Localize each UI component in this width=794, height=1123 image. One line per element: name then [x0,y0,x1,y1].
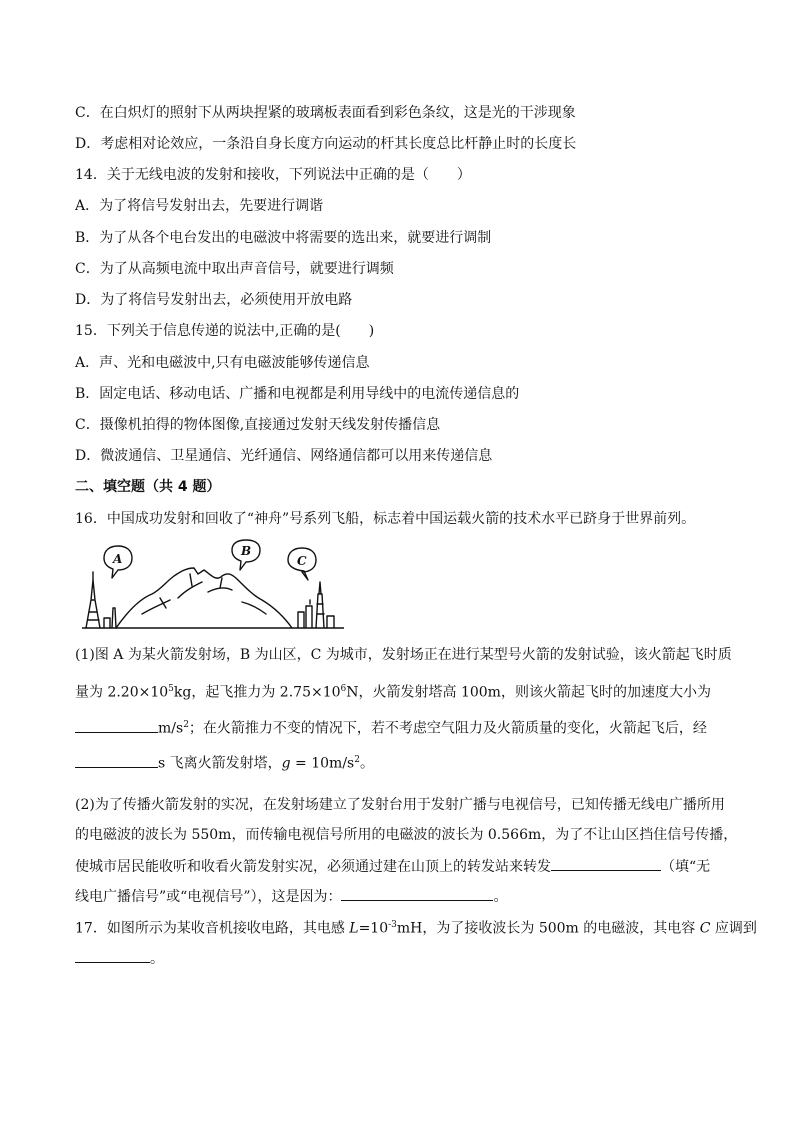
q16-part1-line1: (1)图 A 为某火箭发射场，B 为山区，C 为城市，发射场正在进行某型号火箭的发射试验，该火箭起飞时质 [75,647,732,663]
q16-stem: 16．中国成功发射和回收了“神舟”号系列飞船，标志着中国运载火箭的技术水平已跻身于世界前列。 [75,511,696,527]
q16-part1-line2: 量为 $2.20\times 10^5kg$，起飞推力为 $2.75\times 10^6N$，火箭发射塔高 100m，则该火箭起飞时的加速度大小为 [75,684,711,701]
launch-tower-icon [86,580,100,628]
q14-option-a: A．为了将信号发射出去，先要进行调谐 [75,198,324,214]
q15-stem: 15．下列关于信息传递的说法中,正确的是( ) [75,323,375,339]
label-b: B [241,544,252,558]
q13-option-d: D．考虑相对论效应，一条沿自身长度方向运动的杆其长度总比杆静止时的长度长 [75,136,577,152]
q16-part2-line4: 线电广播信号”或“电视信号”），这是因为： 。 [75,885,507,907]
q17-line2: 。 [75,947,164,969]
q14-option-d: D．为了将信号发射出去，必须使用开放电路 [75,292,353,308]
q14-stem: 14．关于无线电波的发射和接收，下列说法中正确的是（ ） [75,167,471,183]
signal-type-blank[interactable] [551,855,661,871]
q15-option-d: D．微波通信、卫星通信、光纤通信、网络通信都可以用来传递信息 [75,448,493,464]
label-a: A [113,552,123,566]
section-title-fill-in: 二、填空题（共 4 题） [75,479,221,495]
city-icon [298,600,312,628]
label-c: C [297,554,307,568]
q16-part1-line3: $m/s^2$；在火箭推力不变的情况下，若不考虑空气阻力及火箭质量的变化，火箭起飞后，经 [75,715,707,739]
q16-part1-line4: s 飞离火箭发射塔，$g = 10m/s^2$。 [75,750,374,774]
q16-part2-line1: (2)为了传播火箭发射的实况，在发射场建立了发射台用于发射广播与电视信号，已知传播无线电广播所用 [75,797,725,813]
q14-option-c: C．为了从高频电流中取出声音信号，就要进行调频 [75,261,394,277]
q16-part2-line2: 的电磁波的波长为 550m，而传输电视信号所用的电磁波的波长为 0.566m，为了不让山区挡住信号传播， [75,827,738,843]
q15-option-b: B．固定电话、移动电话、广播和电视都是利用导线中的电流传递信息的 [75,386,520,402]
reason-blank[interactable] [341,885,493,901]
mountains-icon [116,568,292,628]
q15-option-a: A．声、光和电磁波中,只有电磁波能够传递信息 [75,355,370,371]
q15-option-c: C．摄像机拍得的物体图像,直接通过发射天线发射传播信息 [75,417,441,433]
acceleration-blank[interactable] [75,717,158,733]
time-blank[interactable] [75,752,158,768]
capacitance-blank[interactable] [75,947,150,963]
rocket-launch-figure [82,538,344,632]
q17-line1: 17．如图所示为某收音机接收电路，其电感 $L=10^{-3}mH$，为了接收波长为 500m 的电磁波，其电容 C 应调到 [75,920,757,937]
q14-option-b: B．为了从各个电台发出的电磁波中将需要的选出来，就要进行调制 [75,230,492,246]
q13-option-c: C．在白炽灯的照射下从两块捏紧的玻璃板表面看到彩色条纹，这是光的干涉现象 [75,105,576,121]
q16-part2-line3: 使城市居民能收听和收看火箭发射实况，必须通过建在山顶上的转发站来转发 （填“无 [75,855,710,877]
